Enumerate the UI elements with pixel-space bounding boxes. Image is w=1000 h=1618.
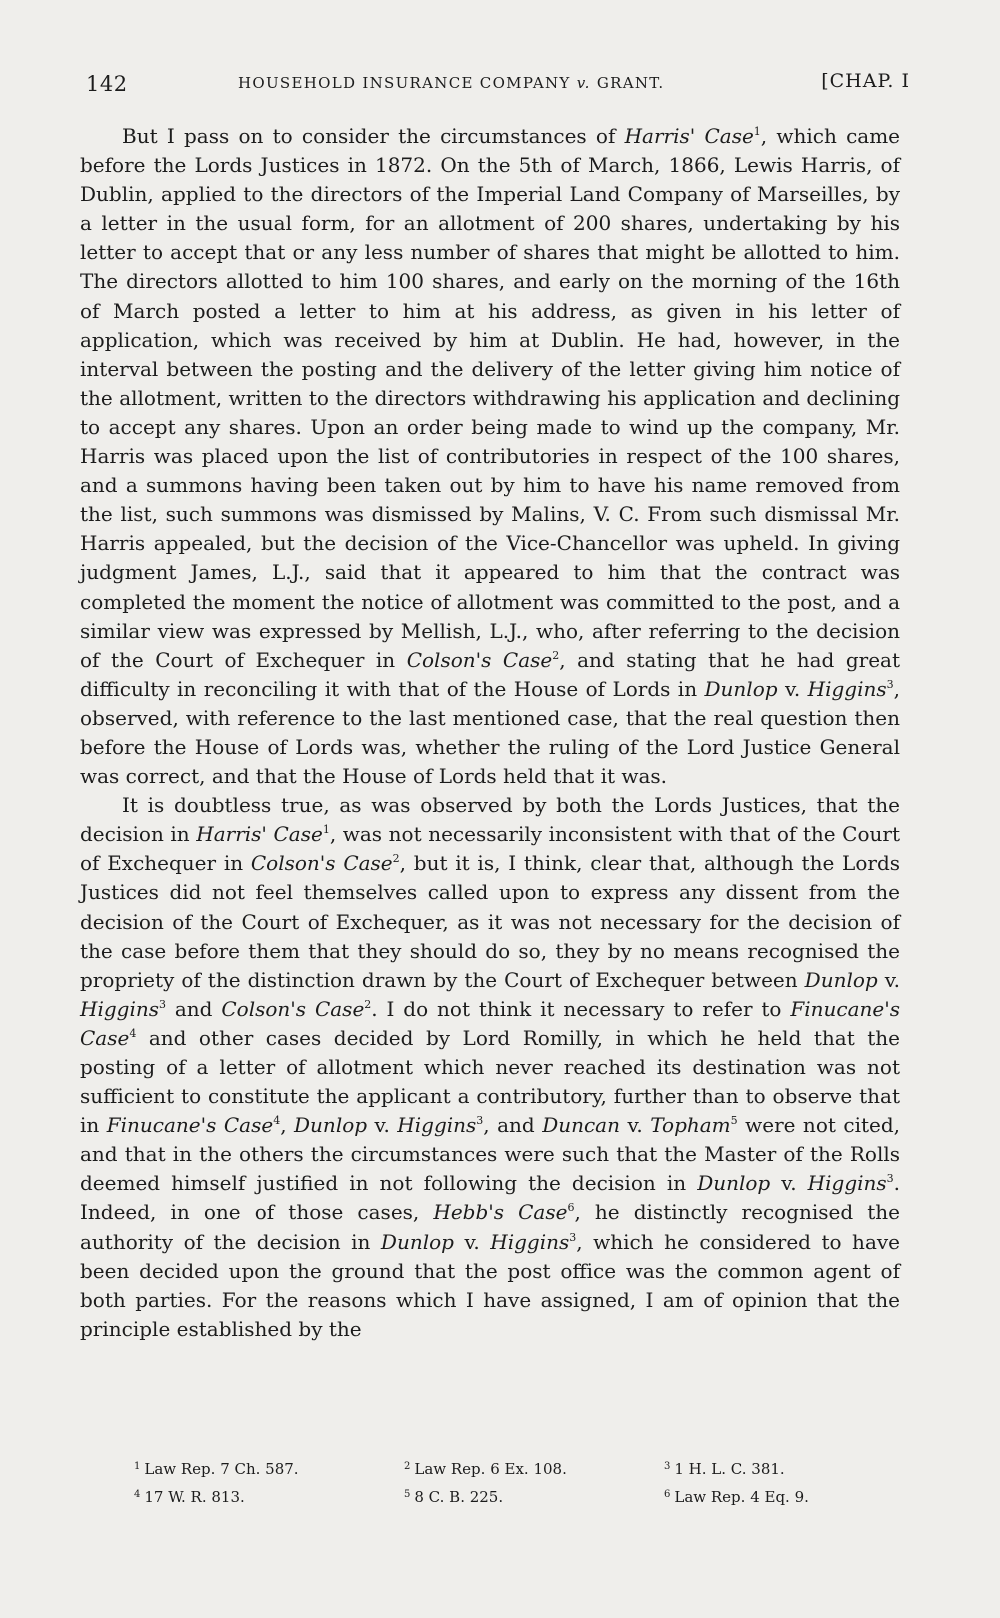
case-name: Higgins (80, 996, 159, 1021)
case-name: Topham (650, 1113, 731, 1138)
text-run: . Indeed, in one of those cases, (80, 1171, 901, 1225)
footnote-ref: 6 (567, 1201, 575, 1215)
footnote-number: 4 (134, 1489, 141, 1500)
footnote-ref: 1 (753, 125, 761, 138)
footnote (134, 1482, 404, 1510)
running-title-v: v. (576, 74, 591, 92)
footnote (404, 1482, 664, 1510)
text-run: , but it is, I think, clear that, although the Lords Justices did not feel themselves called upon to express any dissent from the decision of the Court of Exchequer, as it was not necessary for the decision of the case before them that they should do so, they by no means recognised the propriety of the distinction drawn by the Court of Exchequer between (80, 851, 901, 992)
footnote-ref: 3 (569, 1230, 577, 1244)
footnote (664, 1454, 785, 1482)
text-run: , was not necessarily inconsistent with that of the Court of Exchequer in (80, 822, 900, 876)
paragraph (80, 791, 900, 1344)
text-run: v. (770, 1171, 808, 1196)
footnote-citation: Law Rep. 4 Eq. 9. (674, 1488, 809, 1506)
text-run: , he distinctly recognised the authority of the decision in (80, 1200, 901, 1254)
text-run: , (280, 1113, 295, 1138)
text-run: v. (367, 1113, 398, 1138)
case-name: Higgins (397, 1113, 477, 1138)
case-name: Colson's Case (250, 851, 393, 876)
chapter-label: [CHAP. I (821, 70, 910, 92)
footnotes (134, 1454, 894, 1510)
footnote-citation: 1 H. L. C. 381. (674, 1460, 785, 1478)
text-run: It is doubtless true, as was observed by both the Lords Justices, that the decision in (80, 793, 900, 847)
text-run: . I do not think it necessary to refer to (371, 996, 791, 1021)
text-run: and (165, 996, 222, 1021)
running-header (80, 66, 910, 106)
case-name: Hebb's Case (433, 1200, 568, 1225)
footnote-number: 3 (664, 1461, 671, 1472)
footnote-ref: 3 (158, 997, 166, 1011)
text-run: , and stating that he had great difficulty in reconciling it with that of the House of Lords in (80, 647, 900, 701)
footnote-citation: 8 C. B. 225. (414, 1488, 504, 1506)
running-title-part2: GRANT. (596, 74, 665, 92)
footnote-ref: 2 (392, 852, 400, 866)
text-run: v. (620, 1113, 651, 1138)
footnote-number: 1 (134, 1461, 141, 1472)
case-name: Dunlop (697, 1171, 771, 1196)
footnote-ref: 3 (886, 677, 894, 691)
footnote-citation: Law Rep. 7 Ch. 587. (144, 1460, 299, 1478)
footnote-ref: 3 (476, 1114, 484, 1128)
case-name: Dunlop (294, 1113, 368, 1138)
footnote-citation: Law Rep. 6 Ex. 108. (414, 1460, 567, 1478)
footnote-row (134, 1454, 894, 1482)
footnote-ref: 2 (364, 997, 372, 1011)
text-run: , which came before the Lords Justices in 1872. On the 5th of March, 1866, Lewis Harris, of Dublin, applied to the directors of the Imperial Land Company of Marseilles, by a letter in the usual form, for an allotment of 200 shares, undertaking by his letter to accept that or any less number of shares that might be allotted to him. The directors allotted to him 100 shares, and early on the morning of the 16th of March posted a letter to him at his address, as given in his letter of application, which was received by him at Dublin. He had, however, in the interval between the posting and the delivery of the letter giving him notice of the allotment, written to the directors withdrawing his application and declining to accept any shares. Upon an order being made to wind up the company, Mr. Harris was placed upon the list of contributories in respect of the 100 shares, and a summons having been taken out by him to have his name removed from the list, such summons was dismissed by Malins, V. C. From such dismissal Mr. Harris appealed, but the decision of the Vice-Chancellor was upheld. In giving judgment James, L.J., said that it appeared to him that the contract was completed the moment the notice of allotment was committed to the post, and a similar view was expressed by Mellish, L.J., who, after referring to the decision of the Court of Exchequer in (80, 124, 901, 672)
running-title (238, 74, 664, 92)
case-name: Colson's Case (406, 647, 553, 672)
footnote-row (134, 1482, 894, 1510)
case-name: Finucane's Case (80, 996, 900, 1050)
footnote-number: 6 (664, 1489, 671, 1500)
case-name: Higgins (490, 1229, 570, 1254)
text-run: were not cited, and that in the others the circumstances were such that the Master of the Rolls deemed himself justified in not following the decision in (80, 1113, 900, 1196)
text-run: v. (777, 676, 808, 701)
footnote (404, 1454, 664, 1482)
footnote (134, 1454, 404, 1482)
text-run: But I pass on to consider the circumstances of (122, 124, 625, 148)
running-title-part1: HOUSEHOLD INSURANCE COMPANY (238, 74, 571, 92)
footnote-ref: 3 (886, 1172, 894, 1186)
text-run: and other cases decided by Lord Romilly, in which he held that the posting of a letter of allotment which never reached its destination was not sufficient to constitute the applicant a contributory, further than to observe that in (80, 1025, 900, 1138)
footnote-ref: 5 (730, 1114, 738, 1128)
footnote-ref: 2 (552, 648, 560, 662)
case-name: Harris' Case (196, 822, 323, 847)
text-run: v. (453, 1229, 491, 1254)
case-name: Higgins (807, 1171, 887, 1196)
text-run: , and (483, 1113, 543, 1138)
case-name: Dunlop (704, 676, 778, 701)
text-run: v. (877, 967, 900, 992)
footnote (664, 1482, 809, 1510)
case-name: Harris' Case (624, 124, 754, 148)
body-text (80, 122, 900, 1344)
footnote-number: 2 (404, 1461, 411, 1472)
case-name: Dunlop (380, 1229, 454, 1254)
case-name: Colson's Case (221, 996, 365, 1021)
footnote-number: 5 (404, 1489, 411, 1500)
text-run: , which he considered to have been decided upon the ground that the post office was the common agent of both parties. For the reasons which I have assigned, I am of opinion that the principle established by the (80, 1229, 900, 1341)
footnote-ref: 4 (129, 1026, 137, 1040)
text-run: , observed, with reference to the last mentioned case, that the real question then before the House of Lords was, whether the ruling of the Lord Justice General was correct, and that the House of Lords held that it was. (80, 676, 900, 789)
paragraph (80, 122, 900, 791)
case-name: Finucane's Case (106, 1113, 274, 1138)
footnote-citation: 17 W. R. 813. (144, 1488, 245, 1506)
case-name: Higgins (807, 676, 887, 701)
footnote-ref: 4 (273, 1114, 281, 1128)
footnote-ref: 1 (322, 823, 330, 837)
case-name: Dunlop (804, 967, 878, 992)
page-number: 142 (86, 72, 128, 96)
case-name: Duncan (542, 1113, 620, 1138)
